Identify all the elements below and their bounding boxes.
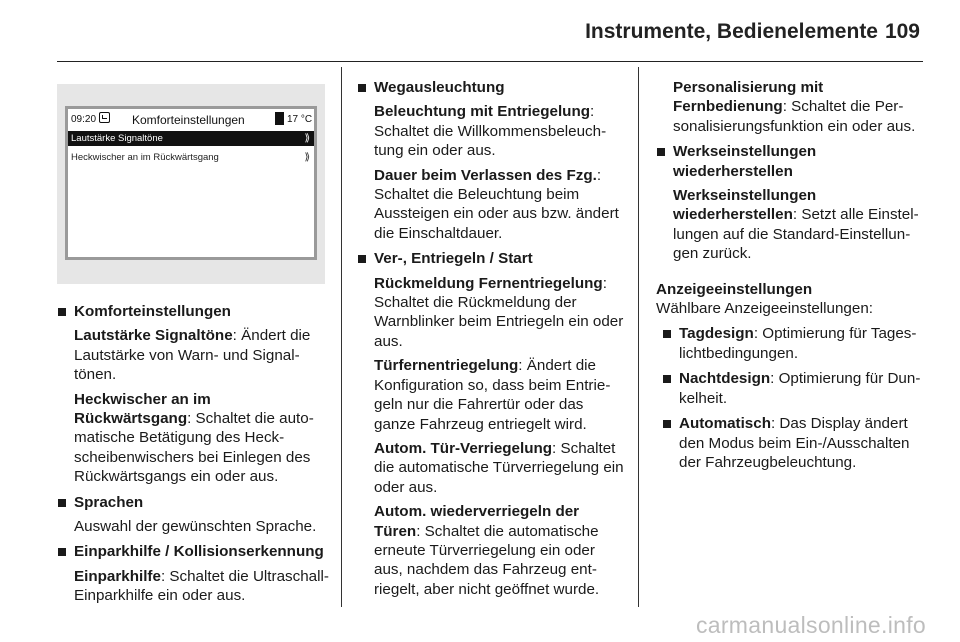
page-number: 109: [884, 20, 920, 43]
display-menu-item-label: Heckwischer an im Rückwärtsgang: [71, 152, 219, 163]
item-einparkhilfe: Einparkhilfe: Schaltet die Ultraschall-Einparkhilfe ein oder aus.: [74, 567, 329, 605]
item-tuerfernentriegelung: Türfernentriegelung: Ändert die Konfiguration so, dass beim Entriegeln nur die Fahrertür oder das ganze Fahrzeug entriegelt wird.: [374, 357, 611, 433]
bullet-icon: [58, 499, 66, 507]
bullet-icon: [663, 375, 671, 383]
item-tagdesign: Tagdesign: Optimierung für Tageslichtbedingungen.: [662, 324, 926, 363]
item-sprachen: Auswahl der gewünschten Sprache.: [74, 518, 317, 536]
bullet-icon: [663, 330, 671, 338]
page-title: Instrumente, Bedienelemente: [585, 20, 878, 43]
section-anzeigeeinstellungen: Anzeigeeinstellungen: [656, 280, 813, 298]
item-werkseinstellungen: Werkseinstellungen wiederherstellen: Setzt alle Einstellungen auf die Standard-Einstellungen zurück.: [673, 187, 919, 263]
column-divider-2: [638, 67, 639, 607]
section-wegausleuchtung: Wegausleuchtung: [357, 78, 627, 97]
thermometer-icon: [275, 112, 284, 125]
display-time: 09:20: [71, 114, 97, 125]
anzeige-intro: Wählbare Anzeigeeinstellungen:: [656, 300, 873, 318]
bullet-icon: [657, 148, 665, 156]
back-icon: [99, 112, 110, 123]
item-autom-wiederverriegeln: Autom. wiederverriegeln der Türen: Schaltet die automatische erneute Türverriegelung ein oder aus, nachdem das Fahrzeug entriegelt, aber nicht geöffnet wurde.: [374, 503, 600, 598]
column-2: [357, 78, 627, 599]
section-sprachen: Sprachen: [57, 493, 329, 512]
display-title: Komforteinstellungen: [132, 113, 245, 127]
section-einparkhilfe: Einparkhilfe / Kollisionserkennung: [57, 542, 329, 561]
item-lautstaerke: Lautstärke Signaltöne: Ändert die Lautstärke von Warn- und Signaltönen.: [74, 327, 311, 384]
page-header: [0, 0, 960, 60]
display-menu-item-selected: [68, 131, 314, 146]
item-heckwischer: Heckwischer an im Rückwärtsgang: Schaltet die automatische Betätigung des Heckscheibenwischers bei Einlegen des Rückwärtsgangs ein oder aus.: [74, 390, 314, 486]
column-divider-1: [341, 67, 342, 607]
item-beleuchtung-entriegelung: Beleuchtung mit Entriegelung: Schaltet die Willkommensbeleuchtung ein oder aus.: [374, 103, 607, 160]
display-screenshot: [57, 84, 325, 284]
section-werkseinstellungen: Werkseinstellungen wiederherstellen: [656, 142, 926, 181]
bullet-icon: [358, 84, 366, 92]
item-nachtdesign: Nachtdesign: Optimierung für Dunkelheit.: [662, 369, 926, 408]
item-automatisch: Automatisch: Das Display ändert den Modus beim Ein-/Ausschalten der Fahrzeugbeleuchtung.: [662, 414, 926, 472]
column-1: [57, 302, 329, 606]
bullet-icon: [58, 308, 66, 316]
bullet-icon: [663, 420, 671, 428]
display-status-bar: [68, 109, 314, 129]
display-menu-item: [68, 150, 314, 165]
display-menu-item-label: Lautstärke Signaltöne: [71, 133, 163, 144]
item-personalisierung: Personalisierung mit Fernbedienung: Schaltet die Personalisierungsfunktion ein oder aus.: [673, 79, 916, 135]
item-rueckmeldung: Rückmeldung Fernentriegelung: Schaltet die Rückmeldung der Warnblinker beim Entriegeln ein oder aus.: [374, 274, 624, 350]
section-komfort: Komforteinstellungen: [57, 302, 329, 321]
chevron-right-icon: ⟫: [304, 133, 310, 144]
display-temperature: 17 °C: [287, 114, 313, 125]
chevron-right-icon: ⟫: [304, 152, 310, 163]
item-dauer-verlassen: Dauer beim Verlassen des Fzg.: Schaltet die Beleuchtung beim Aussteigen ein oder aus bzw. ändert die Einschaltdauer.: [374, 166, 619, 242]
bullet-icon: [358, 255, 366, 263]
watermark: carmanualsonline.info: [695, 612, 926, 638]
display-screen: [65, 106, 317, 260]
column-3: [656, 78, 926, 472]
section-verriegeln: Ver-, Entriegeln / Start: [357, 249, 627, 268]
item-autom-tuerverriegelung: Autom. Tür-Verriegelung: Schaltet die automatische Türverriegelung ein oder aus.: [374, 439, 624, 496]
header-divider: [57, 61, 923, 62]
bullet-icon: [58, 548, 66, 556]
